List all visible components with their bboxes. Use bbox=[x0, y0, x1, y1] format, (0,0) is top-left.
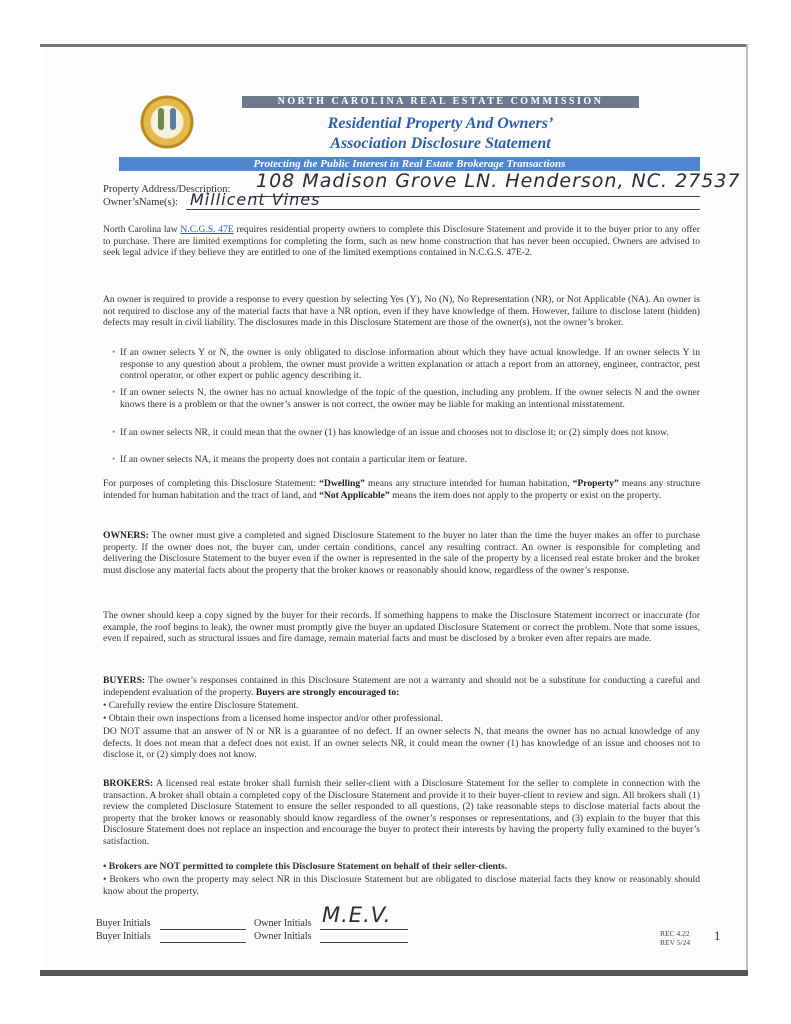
brokers-heading: BROKERS: bbox=[103, 778, 154, 789]
form-code-rec: REC 4.22 bbox=[660, 929, 690, 938]
law-prefix: North Carolina law bbox=[103, 224, 181, 235]
nc-state-seal-logo bbox=[139, 94, 195, 150]
title-line-2: Association Disclosure Statement bbox=[330, 135, 551, 152]
owners-copy-paragraph: The owner should keep a copy signed by the buyer for their records. If something happens to make the Disclosure Statement incorrect or inaccurate (for example, the roof begins to leak), the owner must promptly give the buyer an updated Disclosure Statement or correct the problem. Note that some issues, even if repaired, such as structural issues and fire damage, remain material facts and must be disclosed by a broker even after repairs are made. bbox=[103, 610, 700, 645]
owner-initials-field-1[interactable] bbox=[320, 929, 408, 930]
def-text-1: For purposes of completing this Disclosure Statement: bbox=[103, 478, 320, 489]
owner-initials-field-2[interactable] bbox=[320, 942, 408, 943]
owner-signature-initials: M.E.V. bbox=[322, 903, 392, 927]
scan-edge-right bbox=[746, 44, 748, 974]
commission-header: NORTH CAROLINA REAL ESTATE COMMISSION bbox=[242, 96, 639, 108]
owner-name-field[interactable]: Millicent Vines bbox=[190, 190, 321, 209]
intro-paragraph bbox=[103, 224, 700, 259]
address-label: Property Address/Description: bbox=[103, 184, 231, 195]
owner-underline bbox=[186, 209, 700, 210]
bullet-y-or-n: • If an owner selects Y or N, the owner is only obligated to disclose information about which they have actual knowledge. If an owner selects Y in response to any question about a problem, the owner must provide a written explanation or attach a report from an attorney, engineer, contractor, pest control operator, or other expert or public agency describing it. bbox=[120, 347, 700, 382]
form-code-rev: REV 5/24 bbox=[660, 938, 691, 947]
law-text: requires residential property owners to complete this Disclosure Statement and provide it to the buyer prior to any offer to purchase. There are limited exemptions for completing the form, such as new home construction that has never been occupied. Owners are advised to seek legal advice if they believe they are entitled to one of the limited exemptions contained in N.C.G.S. 47E-2. bbox=[103, 224, 700, 259]
buyers-item-inspect: • Obtain their own inspections from a licensed home inspector and/or other professional. bbox=[103, 713, 443, 724]
bullet-nr: • If an owner selects NR, it could mean that the owner (1) has knowledge of an issue and chooses not to disclose it; or (2) simply does not know. bbox=[120, 427, 700, 439]
mission-banner: Protecting the Public Interest in Real Estate Brokerage Transactions bbox=[119, 157, 700, 171]
bullet-na: • If an owner selects NA, it means the property does not contain a particular item or feature. bbox=[120, 454, 700, 466]
buyers-item-review: • Carefully review the entire Disclosure Statement. bbox=[103, 700, 299, 711]
def-text-2: means any structure intended for human habitation, bbox=[364, 478, 573, 489]
def-text-3: means any structure intended for human habitation and the tract of land, and bbox=[103, 478, 700, 501]
page-number: 1 bbox=[714, 928, 721, 943]
buyer-initials-field-2[interactable] bbox=[160, 942, 246, 943]
buyer-initials-label-1: Buyer Initials bbox=[96, 918, 151, 929]
buyers-encouraged: Buyers are strongly encouraged to: bbox=[255, 686, 400, 698]
buyer-initials-label-2: Buyer Initials bbox=[96, 931, 151, 942]
response-paragraph: An owner is required to provide a response to every question by selecting Yes (Y), No (N), No Representation (NR), or Not Applicable (NA). An owner is not required to disclose any of the material facts that have a NR option, even if they have knowledge of them. However, failure to disclose latent (hidden) defects may result in civil liability. The disclosures made in this Disclosure Statement are those of the owner(s), not the owner’s broker. bbox=[103, 294, 700, 329]
def-not-applicable: “Not Applicable” bbox=[319, 489, 390, 501]
brokers-text: A licensed real estate broker shall furnish their seller-client with a Disclosure Statement for the seller to complete in connection with the transaction. A broker shall obtain a completed copy of the Disclosure Statement and provide it to their buyer-client to review and sign. All brokers shall (1) review the completed Disclosure Statement to ensure the seller responded to all questions, (2) take reasonable steps to disclose material facts about the property that the broker knows or reasonably should know regardless of the owner’s responses or representations, and (3) explain to the buyer that this Disclosure Statement does not replace an inspection and encourage the buyer to protect their interests by having the property fully examined to the buyer’s satisfaction. bbox=[103, 778, 700, 847]
buyers-text: The owner’s responses contained in this Disclosure Statement are not a warranty and should not be a substitute for conducting a careful and independent evaluation of the property. bbox=[103, 675, 700, 698]
ncgs-47e-link[interactable]: N.C.G.S. 47E bbox=[180, 224, 234, 235]
owners-heading: OWNERS: bbox=[103, 530, 149, 541]
brokers-bullet-not-permitted: • Brokers are NOT permitted to complete this Disclosure Statement on behalf of their seller-clients. bbox=[103, 861, 508, 872]
seal-figure-left bbox=[158, 108, 164, 130]
scan-edge-top bbox=[40, 44, 748, 47]
owners-paragraph bbox=[103, 530, 700, 576]
definitions-paragraph bbox=[103, 478, 700, 501]
scan-edge-bottom bbox=[40, 970, 748, 976]
owners-text: The owner must give a completed and signed Disclosure Statement to the buyer no later than the time the buyer makes an offer to purchase property. If the owner does not, the buyer can, under certain conditions, cancel any resulting contract. An owner is responsible for completing and delivering the Disclosure Statement to the buyer even if the owner is represented in the sale of the property by a licensed real estate broker and the broker must disclose any material facts about the property that the broker knows or reasonably should know, regardless of the owner’s response. bbox=[103, 530, 700, 576]
owner-initials-label-1: Owner Initials bbox=[254, 918, 312, 929]
buyers-heading: BUYERS: bbox=[103, 675, 146, 686]
buyer-initials-field-1[interactable] bbox=[160, 929, 246, 930]
seal-figure-right bbox=[170, 108, 176, 130]
buyers-warning: DO NOT assume that an answer of N or NR is a guarantee of no defect. If an owner selects N, that means the owner has no actual knowledge of any defects. It does not mean that a defect does not exist. If an owner selects NR, it could mean the owner (1) has knowledge of an issue and chooses not to disclose it, or (2) simply does not know. bbox=[103, 726, 700, 761]
def-dwelling: “Dwelling” bbox=[319, 478, 365, 489]
buyers-paragraph bbox=[103, 675, 700, 698]
title-line-1: Residential Property And Owners’ bbox=[327, 115, 554, 132]
owner-label: Owner’sName(s): bbox=[103, 197, 179, 208]
address-field[interactable]: 108 Madison Grove LN. Henderson, NC. 27537 bbox=[256, 170, 741, 192]
def-property: “Property” bbox=[572, 478, 619, 489]
bullet-n: • If an owner selects N, the owner has no actual knowledge of the topic of the question, including any problem. If the owner selects N and the owner knows there is a problem or that the owner’s answer is not correct, the owner may be liable for making an intentional misstatement. bbox=[120, 387, 700, 410]
owner-initials-label-2: Owner Initials bbox=[254, 931, 312, 942]
brokers-bullet-own-property: • Brokers who own the property may select NR in this Disclosure Statement but are obligated to disclose material facts they know or reasonably should know about the property. bbox=[103, 874, 700, 897]
brokers-paragraph bbox=[103, 778, 700, 848]
def-text-4: means the item does not apply to the property or exist on the property. bbox=[389, 489, 662, 501]
